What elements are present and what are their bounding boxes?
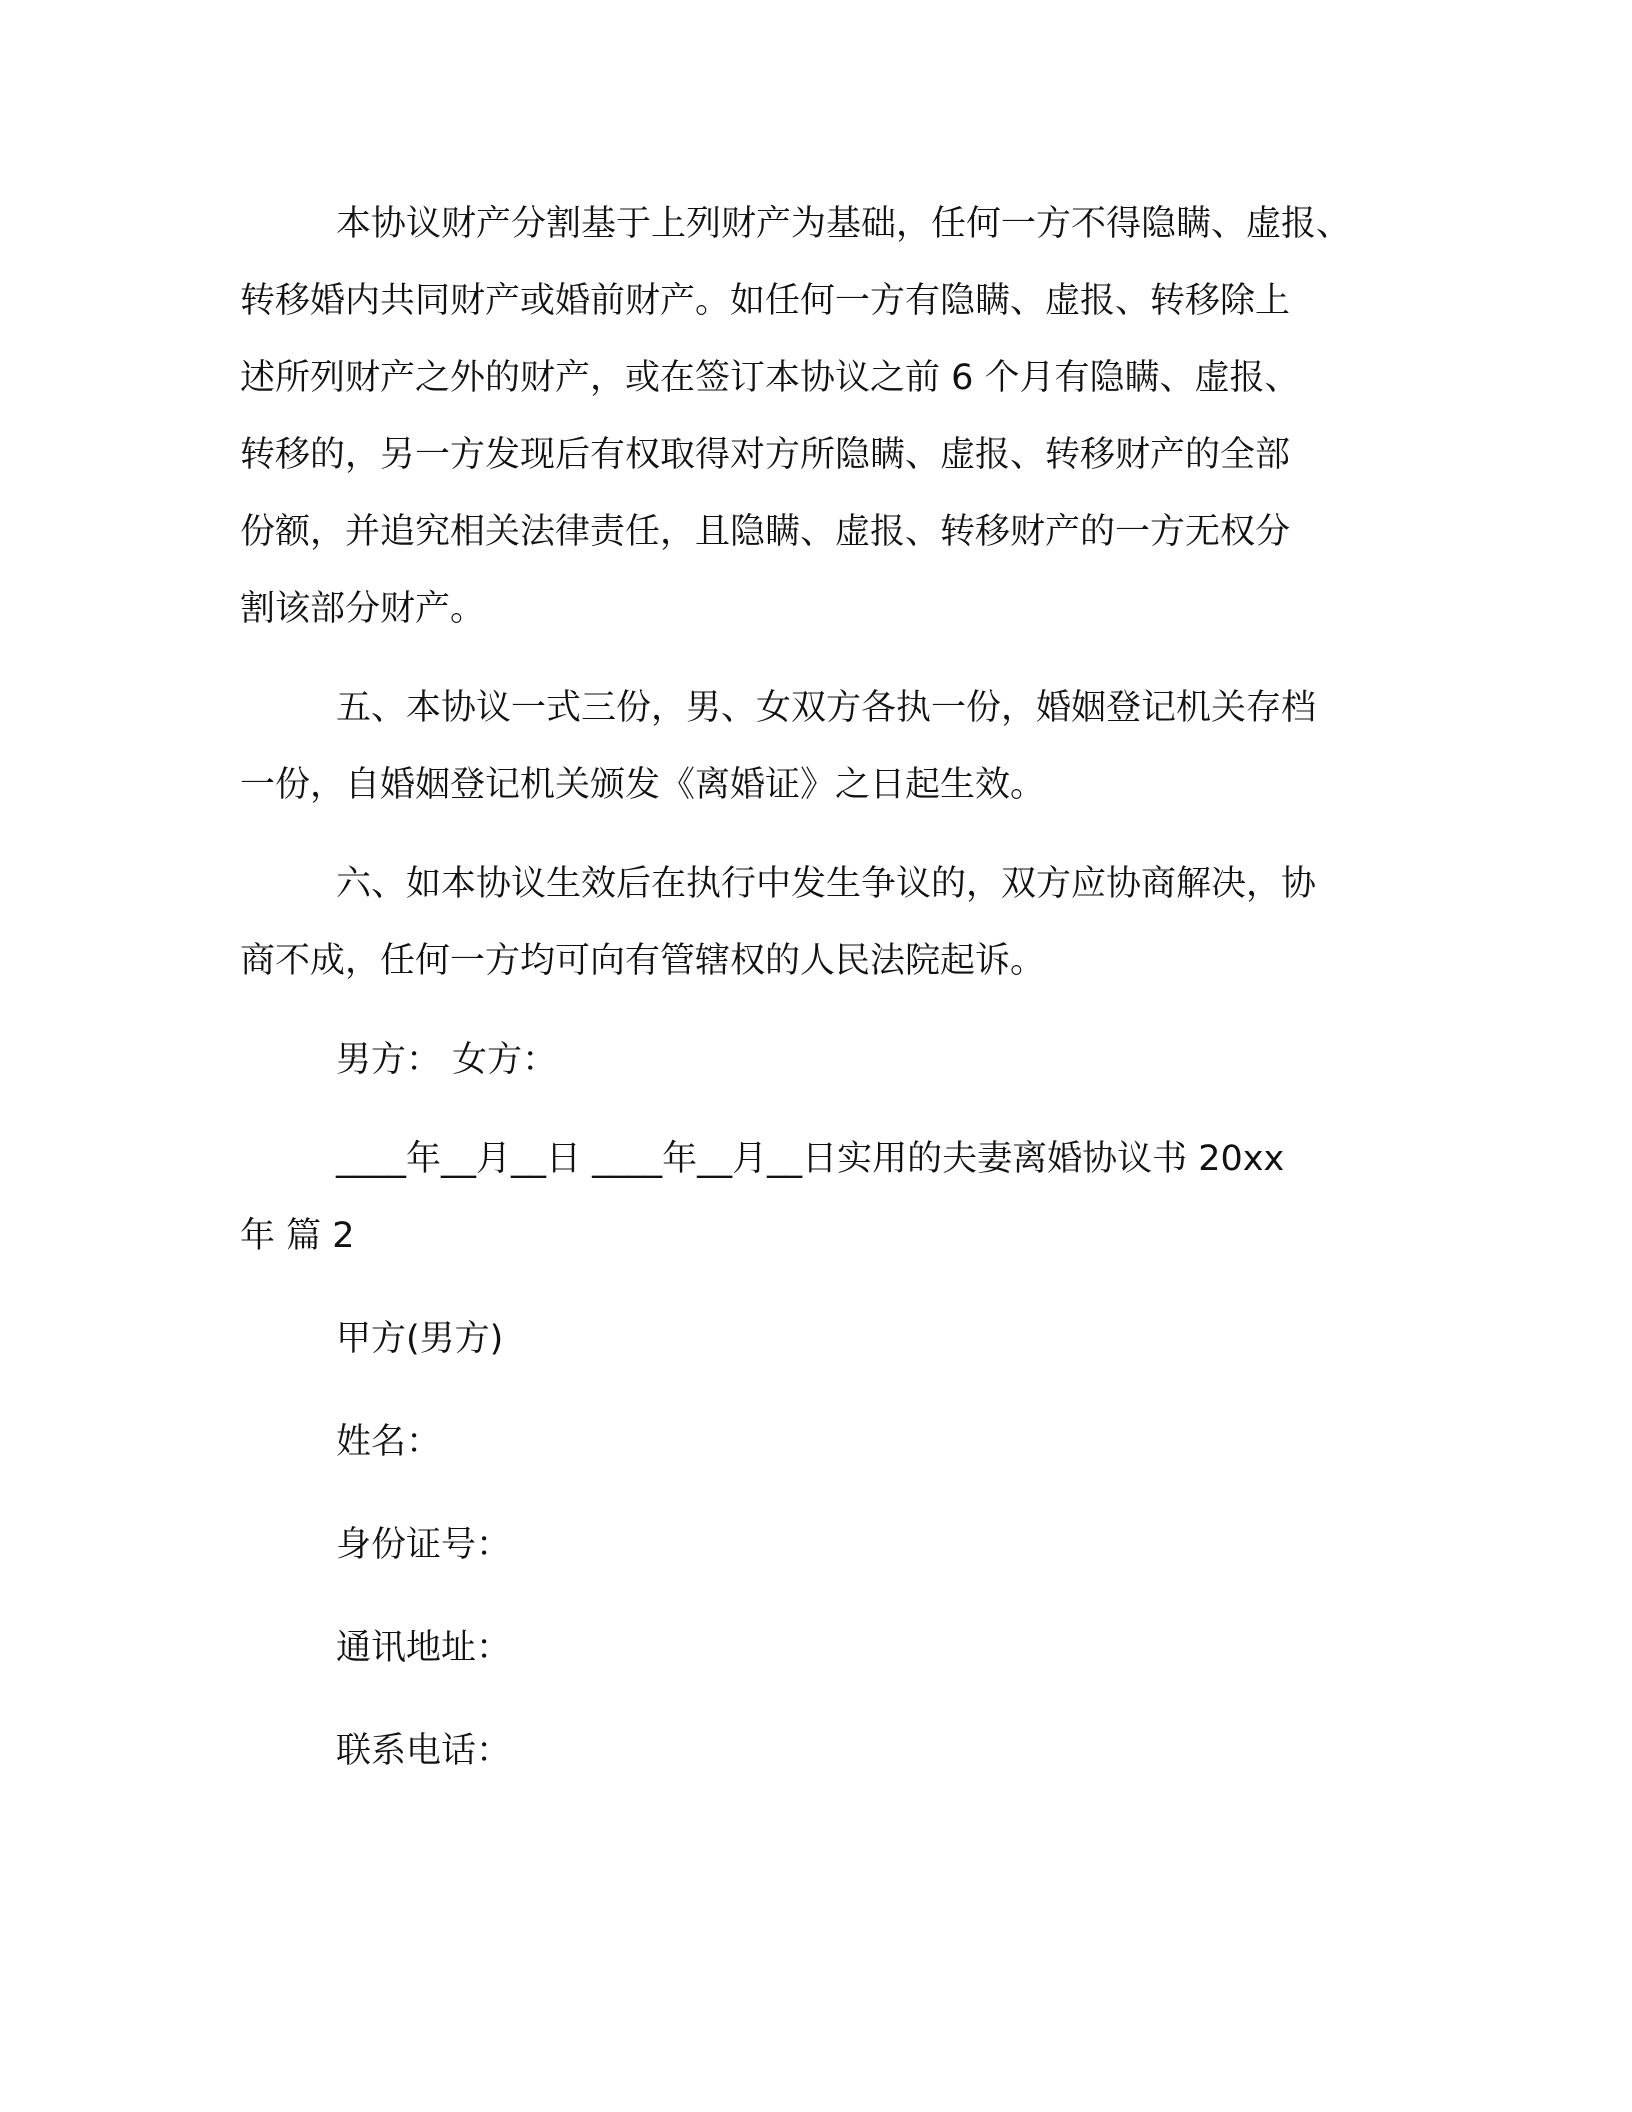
date-title-line: 年 篇 2	[240, 1216, 355, 1256]
paragraph-line: 转移的，另一方发现后有权取得对方所隐瞒、虚报、转移财产的全部	[240, 435, 1291, 475]
party-a-address-block	[240, 1610, 1380, 1687]
document-body	[240, 186, 1380, 1790]
paragraph-clause-six	[240, 846, 1380, 1000]
paragraph-property-division	[240, 186, 1380, 648]
party-a-heading-block	[240, 1301, 1380, 1378]
party-a-phone-block	[240, 1713, 1380, 1790]
paragraph-line: 本协议财产分割基于上列财产为基础，任何一方不得隐瞒、虚报、	[336, 204, 1352, 244]
address-label: 通讯地址：	[336, 1628, 512, 1668]
paragraph-line: 一份，自婚姻登记机关颁发《离婚证》之日起生效。	[240, 765, 1046, 805]
name-label: 姓名：	[336, 1422, 442, 1462]
id-number-label: 身份证号：	[336, 1525, 512, 1565]
party-a-heading: 甲方(男方)	[336, 1319, 504, 1359]
party-a-name-block	[240, 1404, 1380, 1481]
paragraph-line: 转移婚内共同财产或婚前财产。如任何一方有隐瞒、虚报、转移除上	[240, 281, 1291, 321]
paragraph-line: 述所列财产之外的财产，或在签订本协议之前 6 个月有隐瞒、虚报、	[240, 358, 1300, 398]
date-title-line: ____年__月__日 ____年__月__日实用的夫妻离婚协议书 20xx	[336, 1139, 1285, 1179]
paragraph-line: 份额，并追究相关法律责任，且隐瞒、虚报、转移财产的一方无权分	[240, 512, 1291, 552]
signature-line: 男方： 女方：	[336, 1040, 558, 1080]
signature-section	[240, 1022, 1380, 1099]
paragraph-line: 商不成，任何一方均可向有管辖权的人民法院起诉。	[240, 941, 1046, 981]
paragraph-clause-five	[240, 670, 1380, 824]
paragraph-line: 五、本协议一式三份，男、女双方各执一份，婚姻登记机关存档	[336, 688, 1317, 728]
party-a-id-block	[240, 1507, 1380, 1584]
date-and-title	[240, 1121, 1380, 1275]
paragraph-line: 六、如本协议生效后在执行中发生争议的，双方应协商解决，协	[336, 864, 1317, 904]
phone-label: 联系电话：	[336, 1731, 512, 1771]
paragraph-line: 割该部分财产。	[240, 589, 486, 629]
